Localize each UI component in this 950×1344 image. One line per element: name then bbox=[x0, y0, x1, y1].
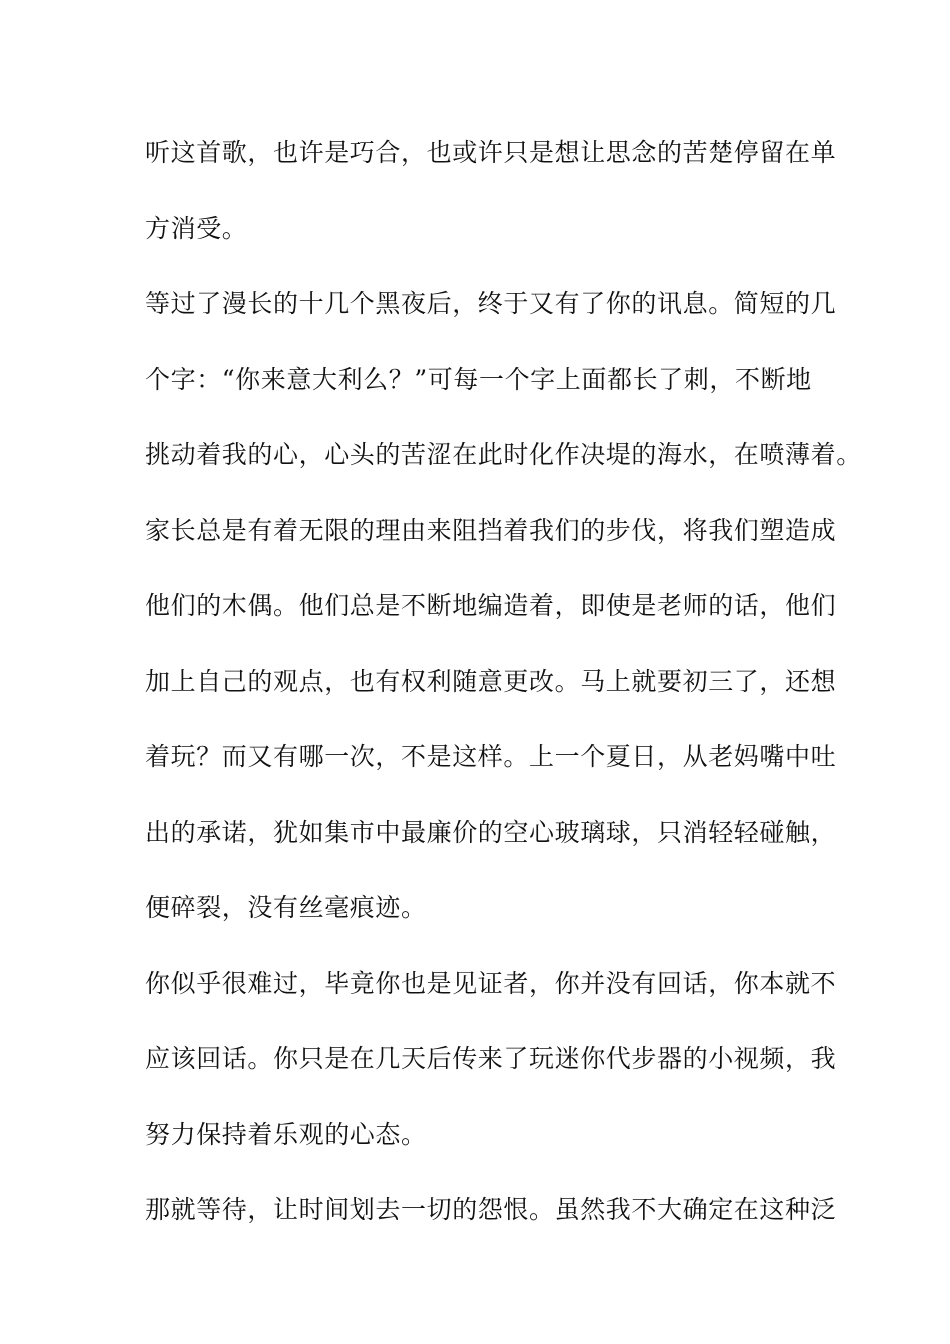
text-line: 应该回话。你只是在几天后传来了玩迷你代步器的小视频，我 bbox=[145, 1044, 837, 1073]
text-line: 便碎裂，没有丝毫痕迹。 bbox=[145, 893, 427, 922]
text-line: 努力保持着乐观的心态。 bbox=[145, 1119, 427, 1149]
text-line: 个字：“你来意大利么？”可每一个字上面都长了刺，不断地 bbox=[145, 364, 812, 394]
text-line: 他们的木偶。他们总是不断地编造着，即使是老师的话，他们 bbox=[145, 591, 837, 620]
text-line: 等过了漫长的十几个黑夜后，终于又有了你的讯息。简短的几 bbox=[145, 289, 837, 318]
text-line: 那就等待，让时间划去一切的怨恨。虽然我不大确定在这种泛 bbox=[145, 1195, 837, 1224]
text-line: 家长总是有着无限的理由来阻挡着我们的步伐，将我们塑造成 bbox=[145, 515, 837, 545]
text-line: 方消受。 bbox=[145, 213, 248, 243]
text-line: 加上自己的观点，也有权利随意更改。马上就要初三了，还想 bbox=[145, 666, 837, 696]
text-line: 你似乎很难过，毕竟你也是见证者，你并没有回话，你本就不 bbox=[145, 968, 837, 998]
text-line: 挑动着我的心，心头的苦涩在此时化作决堤的海水，在喷薄着。 bbox=[145, 440, 862, 469]
text-line: 出的承诺，犹如集市中最廉价的空心玻璃球，只消轻轻碰触， bbox=[145, 817, 837, 847]
body-text bbox=[145, 130, 862, 1263]
text-line: 听这首歌，也许是巧合，也或许只是想让思念的苦楚停留在单 bbox=[145, 138, 837, 167]
text-line: 着玩？而又有哪一次，不是这样。上一个夏日，从老妈嘴中吐 bbox=[145, 742, 837, 771]
